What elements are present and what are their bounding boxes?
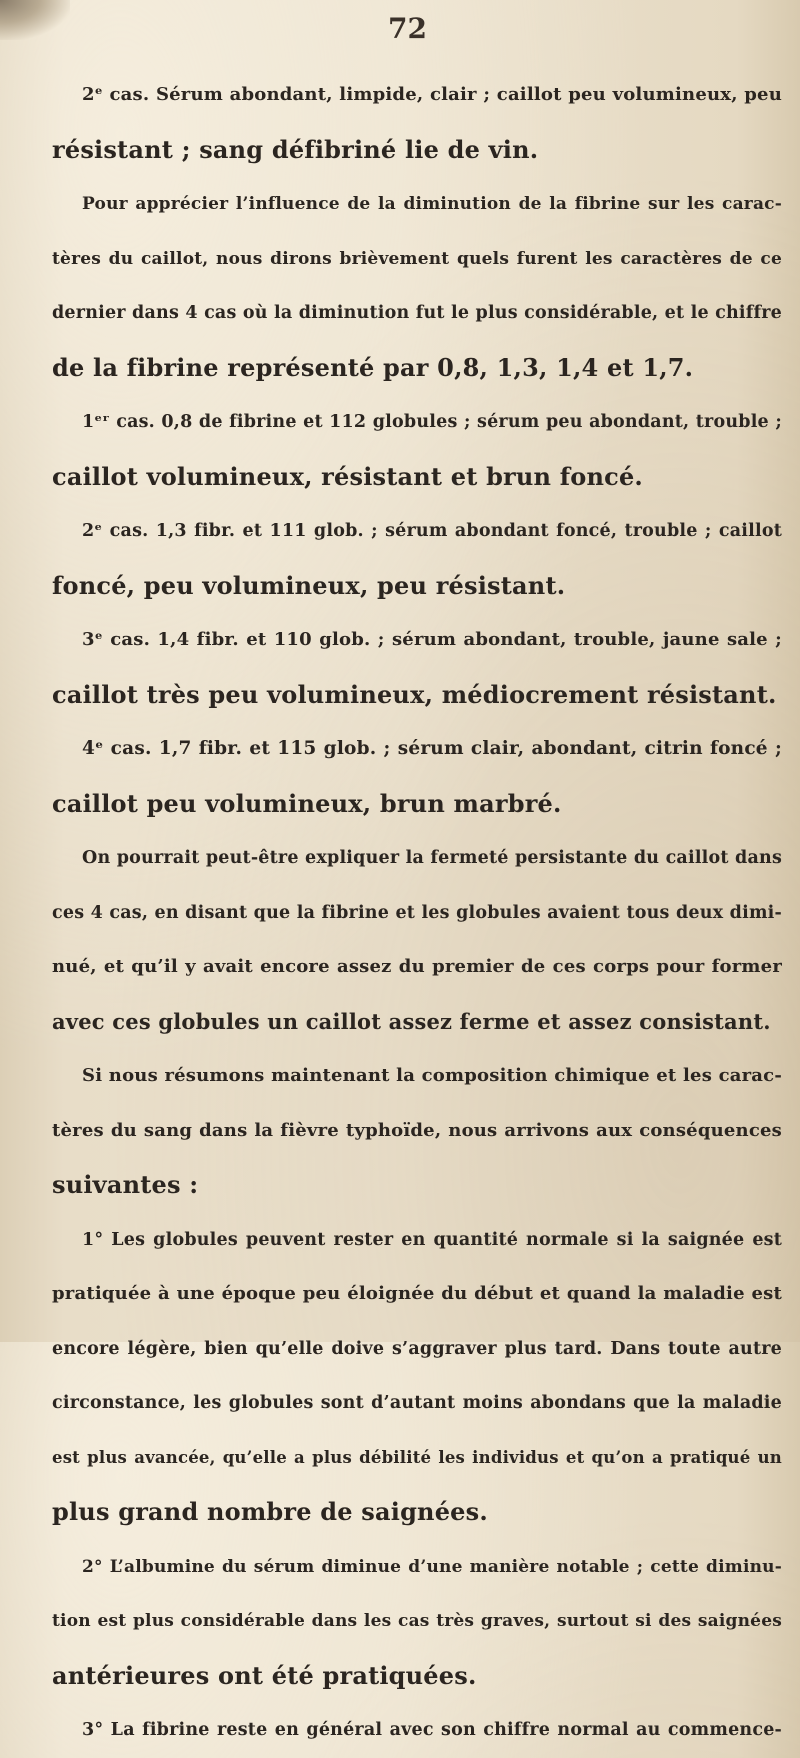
text-line: tion est plus considérable dans les cas très graves, surtout si des saignées — [52, 1611, 782, 1631]
text-line: suivantes : — [52, 1170, 199, 1199]
text-line: tères du caillot, nous dirons brièvement quels furent les caractères de ce — [52, 248, 782, 269]
body-text — [52, 68, 782, 1758]
text-line: encore légère, bien qu’elle doive s’aggraver plus tard. Dans toute autre — [52, 1338, 782, 1359]
text-line: 1° Les globules peuvent rester en quantité normale si la saignée est — [82, 1229, 782, 1250]
text-line: Pour apprécier l’influence de la diminution de la fibrine sur les carac- — [82, 194, 782, 214]
text-line: caillot très peu volumineux, médiocrement résistant. — [52, 679, 777, 709]
text-line: avec ces globules un caillot assez ferme et assez consistant. — [52, 1008, 771, 1034]
text-line: nué, et qu’il y avait encore assez du premier de ces corps pour former — [52, 956, 782, 977]
text-line: foncé, peu volumineux, peu résistant. — [52, 570, 566, 600]
text-line: 3ᵉ cas. 1,4 fibr. et 110 glob. ; sérum abondant, trouble, jaune sale ; — [82, 629, 782, 650]
text-line: Si nous résumons maintenant la composition chimique et les carac- — [82, 1065, 782, 1086]
text-line: est plus avancée, qu’elle a plus débilité les individus et qu’on a pratiqué un — [52, 1447, 782, 1467]
page-number: 72 — [388, 12, 427, 45]
text-line: 2ᵉ cas. 1,3 fibr. et 111 glob. ; sérum abondant foncé, trouble ; caillot — [82, 521, 782, 541]
text-line: tères du sang dans la fièvre typhoïde, nous arrivons aux conséquences — [52, 1119, 782, 1141]
text-line: caillot peu volumineux, brun marbré. — [52, 788, 562, 818]
text-line: antérieures ont été pratiquées. — [52, 1660, 477, 1690]
text-line: dernier dans 4 cas où la diminution fut le plus considérable, et le chiffre — [52, 303, 782, 323]
text-line: 2° L’albumine du sérum diminue d’une manière notable ; cette diminu- — [82, 1556, 782, 1577]
text-line: 4ᵉ cas. 1,7 fibr. et 115 glob. ; sérum clair, abondant, citrin foncé ; — [82, 738, 782, 759]
text-line: résistant ; sang défibriné lie de vin. — [52, 134, 539, 164]
text-line: de la fibrine représenté par 0,8, 1,3, 1,4 et 1,7. — [52, 352, 694, 382]
text-line: ces 4 cas, en disant que la fibrine et les globules avaient tous deux dimi- — [52, 902, 782, 923]
text-line: 1ᵉʳ cas. 0,8 de fibrine et 112 globules ; sérum peu abondant, trouble ; — [82, 412, 782, 432]
text-line: pratiquée à une époque peu éloignée du début et quand la maladie est — [52, 1283, 782, 1304]
text-line: plus grand nombre de saignées. — [52, 1497, 488, 1526]
text-line: caillot volumineux, résistant et brun foncé. — [52, 461, 643, 491]
text-line: 3° La fibrine reste en général avec son chiffre normal au commence- — [82, 1720, 782, 1740]
text-line: On pourrait peut-être expliquer la fermeté persistante du caillot dans — [82, 848, 782, 868]
text-line: 2ᵉ cas. Sérum abondant, limpide, clair ; caillot peu volumineux, peu — [82, 84, 782, 105]
text-line: circonstance, les globules sont d’autant moins abondans que la maladie — [52, 1393, 782, 1413]
